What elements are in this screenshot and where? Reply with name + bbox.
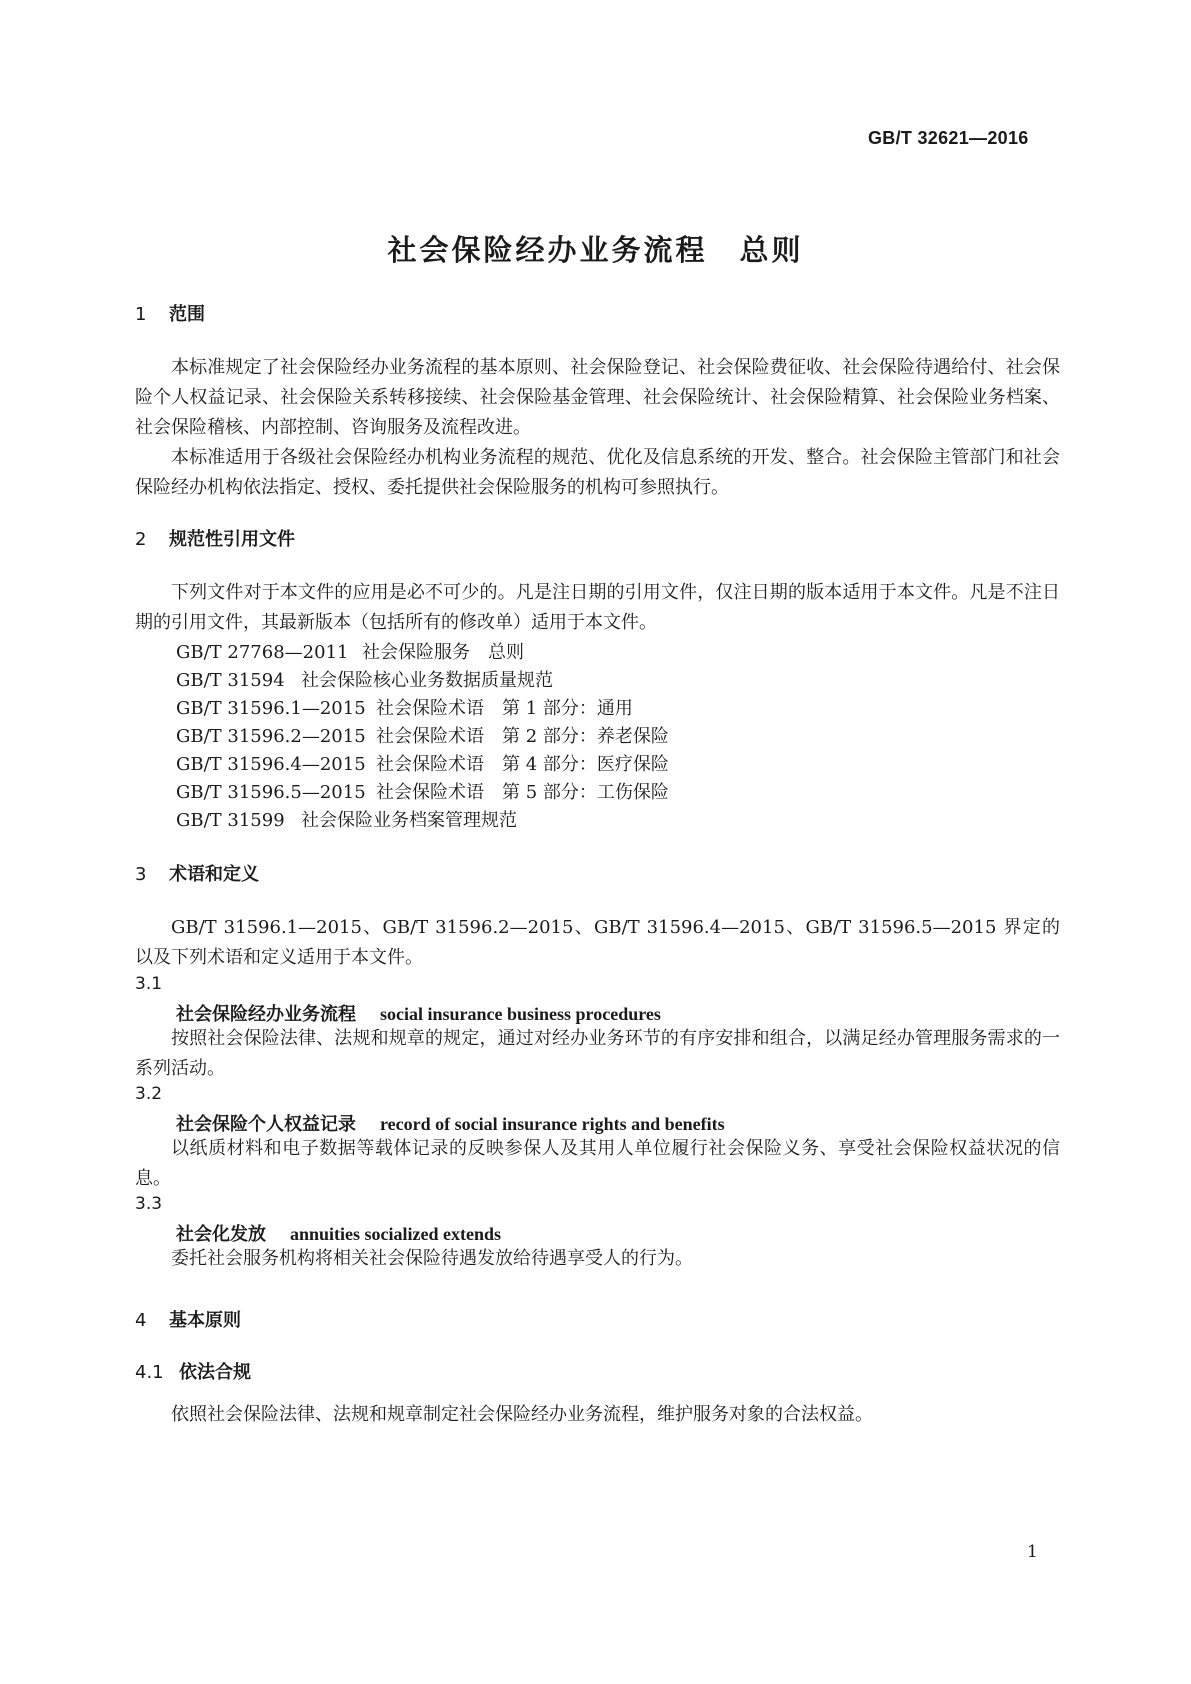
reference-code: GB/T 31596.5—2015 [176,782,366,803]
section-heading-terms-and-definitions [135,860,259,886]
section-number: 1 [135,304,147,325]
reference-code: GB/T 31596.4—2015 [176,754,366,775]
reference-code: GB/T 27768—2011 [176,642,349,663]
term-english: record of social insurance rights and benefits [380,1114,725,1134]
standard-code: GB/T 32621—2016 [868,128,1029,148]
section-title: 范围 [169,304,205,325]
reference-title: 社会保险术语 第 1 部分：通用 [376,698,633,719]
scope-paragraph-2: 本标准适用于各级社会保险经办机构业务流程的规范、优化及信息系统的开发、整合。社会保险主管部门和社会保险经办机构依法指定、授权、委托提供社会保险服务的机构可参照执行。 [135,447,1060,498]
reference-item [176,694,633,720]
term-number: 3.2 [135,1084,163,1104]
document-title: 社会保险经办业务流程 总则 [387,233,804,267]
reference-code: GB/T 31596.2—2015 [176,726,366,747]
subsection-heading-legal-compliance [135,1358,251,1384]
references-intro-paragraph: 下列文件对于本文件的应用是必不可少的。凡是注日期的引用文件，仅注日期的版本适用于本文件。凡是不注日期的引用文件，其最新版本（包括所有的修改单）适用于本文件。 [135,582,1060,633]
legal-compliance-paragraph: 依照社会保险法律、法规和规章制定社会保险经办业务流程，维护服务对象的合法权益。 [171,1404,873,1425]
subsection-number: 4.1 [135,1362,164,1383]
term-definition: 按照社会保险法律、法规和规章的规定，通过对经办业务环节的有序安排和组合，以满足经办管理服务需求的一系列活动。 [135,1028,1060,1079]
term-chinese: 社会化发放 [176,1224,266,1245]
term-heading [176,1220,501,1246]
reference-title: 社会保险业务档案管理规范 [301,810,517,831]
reference-item [176,806,517,832]
section-number: 4 [135,1310,147,1331]
reference-code: GB/T 31596.1—2015 [176,698,366,719]
section-title: 规范性引用文件 [169,529,295,550]
term-heading [176,1000,661,1026]
term-number: 3.1 [135,974,163,994]
term-chinese: 社会保险个人权益记录 [176,1114,356,1135]
term-definition: 委托社会服务机构将相关社会保险待遇发放给待遇享受人的行为。 [171,1248,693,1269]
section-heading-basic-principles [135,1306,241,1332]
section-number: 3 [135,864,147,885]
reference-item [176,722,669,748]
reference-item [176,750,669,776]
section-heading-scope [135,300,205,326]
reference-title: 社会保险服务 总则 [362,642,524,663]
term-english: annuities socialized extends [290,1224,502,1244]
term-definition: 以纸质材料和电子数据等载体记录的反映参保人及其用人单位履行社会保险义务、享受社会保险权益状况的信息。 [135,1138,1060,1189]
subsection-title: 依法合规 [179,1362,251,1383]
reference-item [176,778,669,804]
term-heading [176,1110,725,1136]
term-english: social insurance business procedures [380,1004,661,1024]
scope-paragraph-1: 本标准规定了社会保险经办业务流程的基本原则、社会保险登记、社会保险费征收、社会保险待遇给付、社会保险个人权益记录、社会保险关系转移接续、社会保险基金管理、社会保险统计、社会保险精算、社会保险业务档案、社会保险稽核、内部控制、咨询服务及流程改进。 [135,357,1060,438]
terms-intro-paragraph: GB/T 31596.1—2015、GB/T 31596.2—2015、GB/T 31596.4—2015、GB/T 31596.5—2015 界定的以及下列术语和定义适用于本文件。 [135,917,1060,968]
section-number: 2 [135,529,147,550]
term-number: 3.3 [135,1194,163,1214]
section-title: 术语和定义 [169,864,259,885]
reference-code: GB/T 31594 [176,670,285,691]
term-chinese: 社会保险经办业务流程 [176,1004,356,1025]
page-number: 1 [1027,1542,1038,1562]
reference-item [176,638,524,664]
reference-item [176,666,553,692]
section-heading-normative-references [135,525,295,551]
reference-title: 社会保险术语 第 4 部分：医疗保险 [376,754,669,775]
reference-title: 社会保险术语 第 2 部分：养老保险 [376,726,669,747]
reference-code: GB/T 31599 [176,810,285,831]
reference-title: 社会保险核心业务数据质量规范 [301,670,553,691]
section-title: 基本原则 [169,1310,241,1331]
reference-title: 社会保险术语 第 5 部分：工伤保险 [376,782,669,803]
